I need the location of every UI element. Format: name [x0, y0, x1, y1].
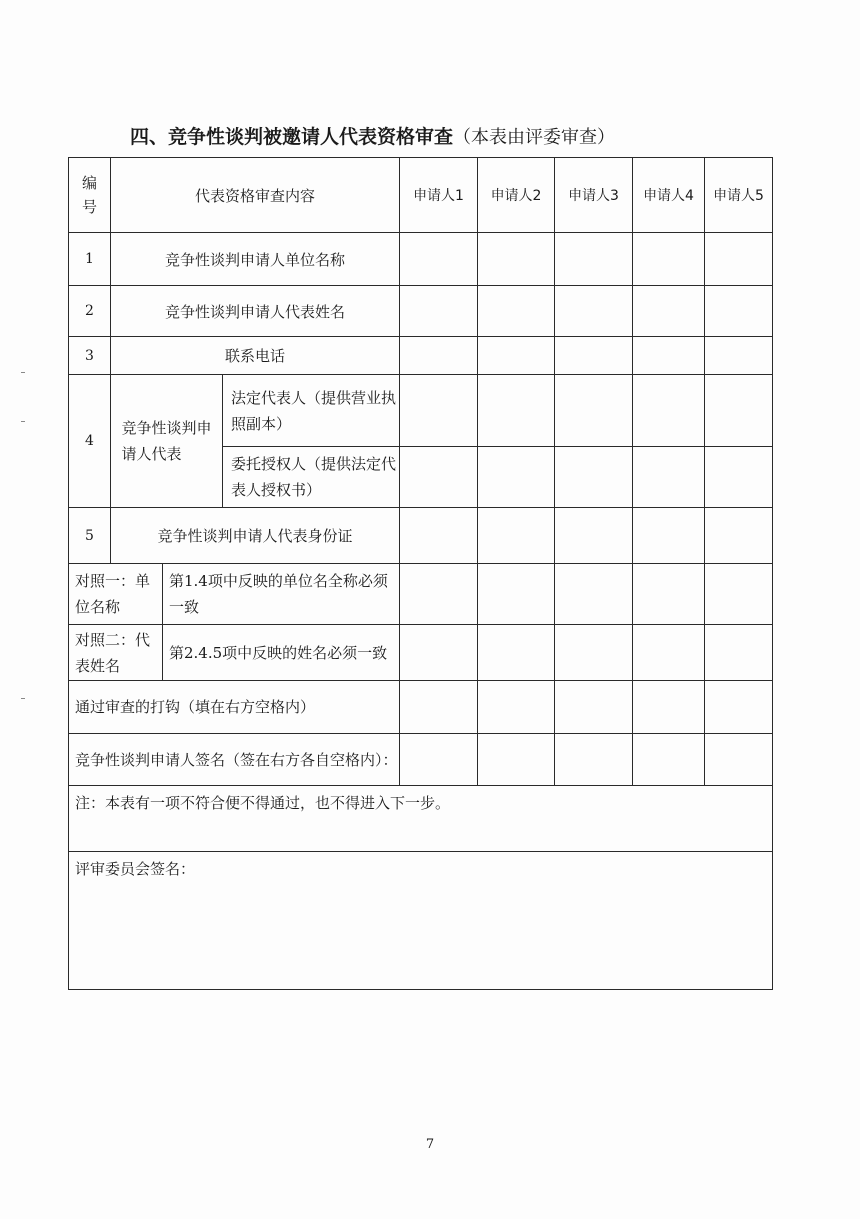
row-label: 联系电话: [111, 337, 400, 375]
applicant-3-cell[interactable]: [555, 625, 633, 681]
applicant-2-cell[interactable]: [478, 337, 555, 375]
row-number: 1: [69, 233, 111, 286]
note-cell: [69, 786, 773, 852]
applicant-2-cell[interactable]: [478, 286, 555, 337]
applicant-2-cell[interactable]: [478, 681, 555, 734]
applicant-4-cell[interactable]: [633, 734, 705, 786]
table-row: [69, 734, 773, 786]
applicant-1-cell[interactable]: [400, 337, 478, 375]
header-applicant-3: 申请人3: [555, 158, 633, 233]
applicant-5-cell[interactable]: [705, 625, 773, 681]
applicant-5-cell[interactable]: [705, 286, 773, 337]
row-number: 5: [69, 508, 111, 564]
title-main: 四、竞争性谈判被邀请人代表资格审查: [130, 126, 454, 148]
table-row: [69, 286, 773, 337]
compare-label: 对照二：代表姓名: [69, 625, 163, 681]
header-content: 代表资格审查内容: [111, 158, 400, 233]
row-label: 竞争性谈判申请人单位名称: [111, 233, 400, 286]
applicant-3-cell[interactable]: [555, 508, 633, 564]
table-row: [69, 786, 773, 852]
applicant-5-cell[interactable]: [705, 233, 773, 286]
applicant-4-cell[interactable]: [633, 625, 705, 681]
applicant-2-cell[interactable]: [478, 375, 555, 447]
applicant-5-cell[interactable]: [705, 681, 773, 734]
applicant-4-cell[interactable]: [633, 681, 705, 734]
header-applicant-4: 申请人4: [633, 158, 705, 233]
table-row: [69, 852, 773, 990]
applicant-2-cell[interactable]: [478, 734, 555, 786]
applicant-1-cell[interactable]: [400, 233, 478, 286]
applicant-1-cell[interactable]: [400, 681, 478, 734]
applicant-4-cell[interactable]: [633, 286, 705, 337]
applicant-4-cell[interactable]: [633, 375, 705, 447]
row-number: 2: [69, 286, 111, 337]
applicant-4-cell[interactable]: [633, 337, 705, 375]
applicant-4-cell[interactable]: [633, 564, 705, 625]
row-sub-label: 委托授权人（提供法定代表人授权书）: [223, 447, 400, 508]
table-row: [69, 564, 773, 625]
title-note: （本表由评委审查）: [453, 127, 616, 148]
applicant-3-cell[interactable]: [555, 734, 633, 786]
header-number-text: 编号: [81, 174, 97, 216]
table-row: [69, 625, 773, 681]
binding-mark: [21, 421, 25, 422]
applicant-4-cell[interactable]: [633, 233, 705, 286]
table-row: [69, 233, 773, 286]
table-row: [69, 375, 773, 447]
committee-sign-cell[interactable]: [69, 852, 773, 990]
header-applicant-1: 申请人1: [400, 158, 478, 233]
compare-label: 对照一：单位名称: [69, 564, 163, 625]
row-label: [111, 375, 223, 508]
row-number: 4: [69, 375, 111, 508]
applicant-3-cell[interactable]: [555, 337, 633, 375]
applicant-2-cell[interactable]: [478, 447, 555, 508]
compare-text: 第1.4项中反映的单位名全称必须一致: [163, 564, 400, 625]
applicant-5-cell[interactable]: [705, 734, 773, 786]
applicant-5-cell[interactable]: [705, 375, 773, 447]
pass-label: 通过审查的打钩（填在右方空格内）: [69, 681, 400, 734]
binding-mark: [21, 698, 25, 699]
applicant-2-cell[interactable]: [478, 564, 555, 625]
committee-sign-label: 评审委员会签名：: [75, 860, 196, 878]
applicant-5-cell[interactable]: [705, 337, 773, 375]
applicant-4-cell[interactable]: [633, 447, 705, 508]
applicant-5-cell[interactable]: [705, 564, 773, 625]
table-row: [69, 681, 773, 734]
applicant-3-cell[interactable]: [555, 375, 633, 447]
applicant-1-cell[interactable]: [400, 286, 478, 337]
table-row: [69, 508, 773, 564]
header-applicant-2: 申请人2: [478, 158, 555, 233]
applicant-3-cell[interactable]: [555, 447, 633, 508]
header-applicant-5: 申请人5: [705, 158, 773, 233]
compare-text: 第2.4.5项中反映的姓名必须一致: [163, 625, 400, 681]
applicant-2-cell[interactable]: [478, 508, 555, 564]
applicant-sign-label: 竞争性谈判申请人签名（签在右方各自空格内）：: [69, 734, 400, 786]
applicant-2-cell[interactable]: [478, 625, 555, 681]
page-title: [130, 122, 770, 149]
row-label: 竞争性谈判申请人代表姓名: [111, 286, 400, 337]
applicant-1-cell[interactable]: [400, 734, 478, 786]
row-label: 竞争性谈判申请人代表身份证: [111, 508, 400, 564]
applicant-5-cell[interactable]: [705, 508, 773, 564]
applicant-2-cell[interactable]: [478, 233, 555, 286]
applicant-1-cell[interactable]: [400, 375, 478, 447]
applicant-1-cell[interactable]: [400, 508, 478, 564]
applicant-3-cell[interactable]: [555, 564, 633, 625]
applicant-1-cell[interactable]: [400, 625, 478, 681]
applicant-1-cell[interactable]: [400, 447, 478, 508]
applicant-4-cell[interactable]: [633, 508, 705, 564]
row-label-text: 竞争性谈判申请人代表: [121, 419, 212, 463]
applicant-5-cell[interactable]: [705, 447, 773, 508]
applicant-3-cell[interactable]: [555, 233, 633, 286]
qualification-review-table: [68, 157, 773, 990]
note-text: 注：本表有一项不符合便不得通过，也不得进入下一步。: [75, 794, 451, 812]
table-row: [69, 337, 773, 375]
applicant-3-cell[interactable]: [555, 286, 633, 337]
table-header-row: [69, 158, 773, 233]
header-number: [69, 158, 111, 233]
row-sub-label: 法定代表人（提供营业执照副本）: [223, 375, 400, 447]
page-number: 7: [425, 1137, 435, 1152]
applicant-3-cell[interactable]: [555, 681, 633, 734]
binding-mark: [21, 372, 25, 373]
row-number: 3: [69, 337, 111, 375]
applicant-1-cell[interactable]: [400, 564, 478, 625]
